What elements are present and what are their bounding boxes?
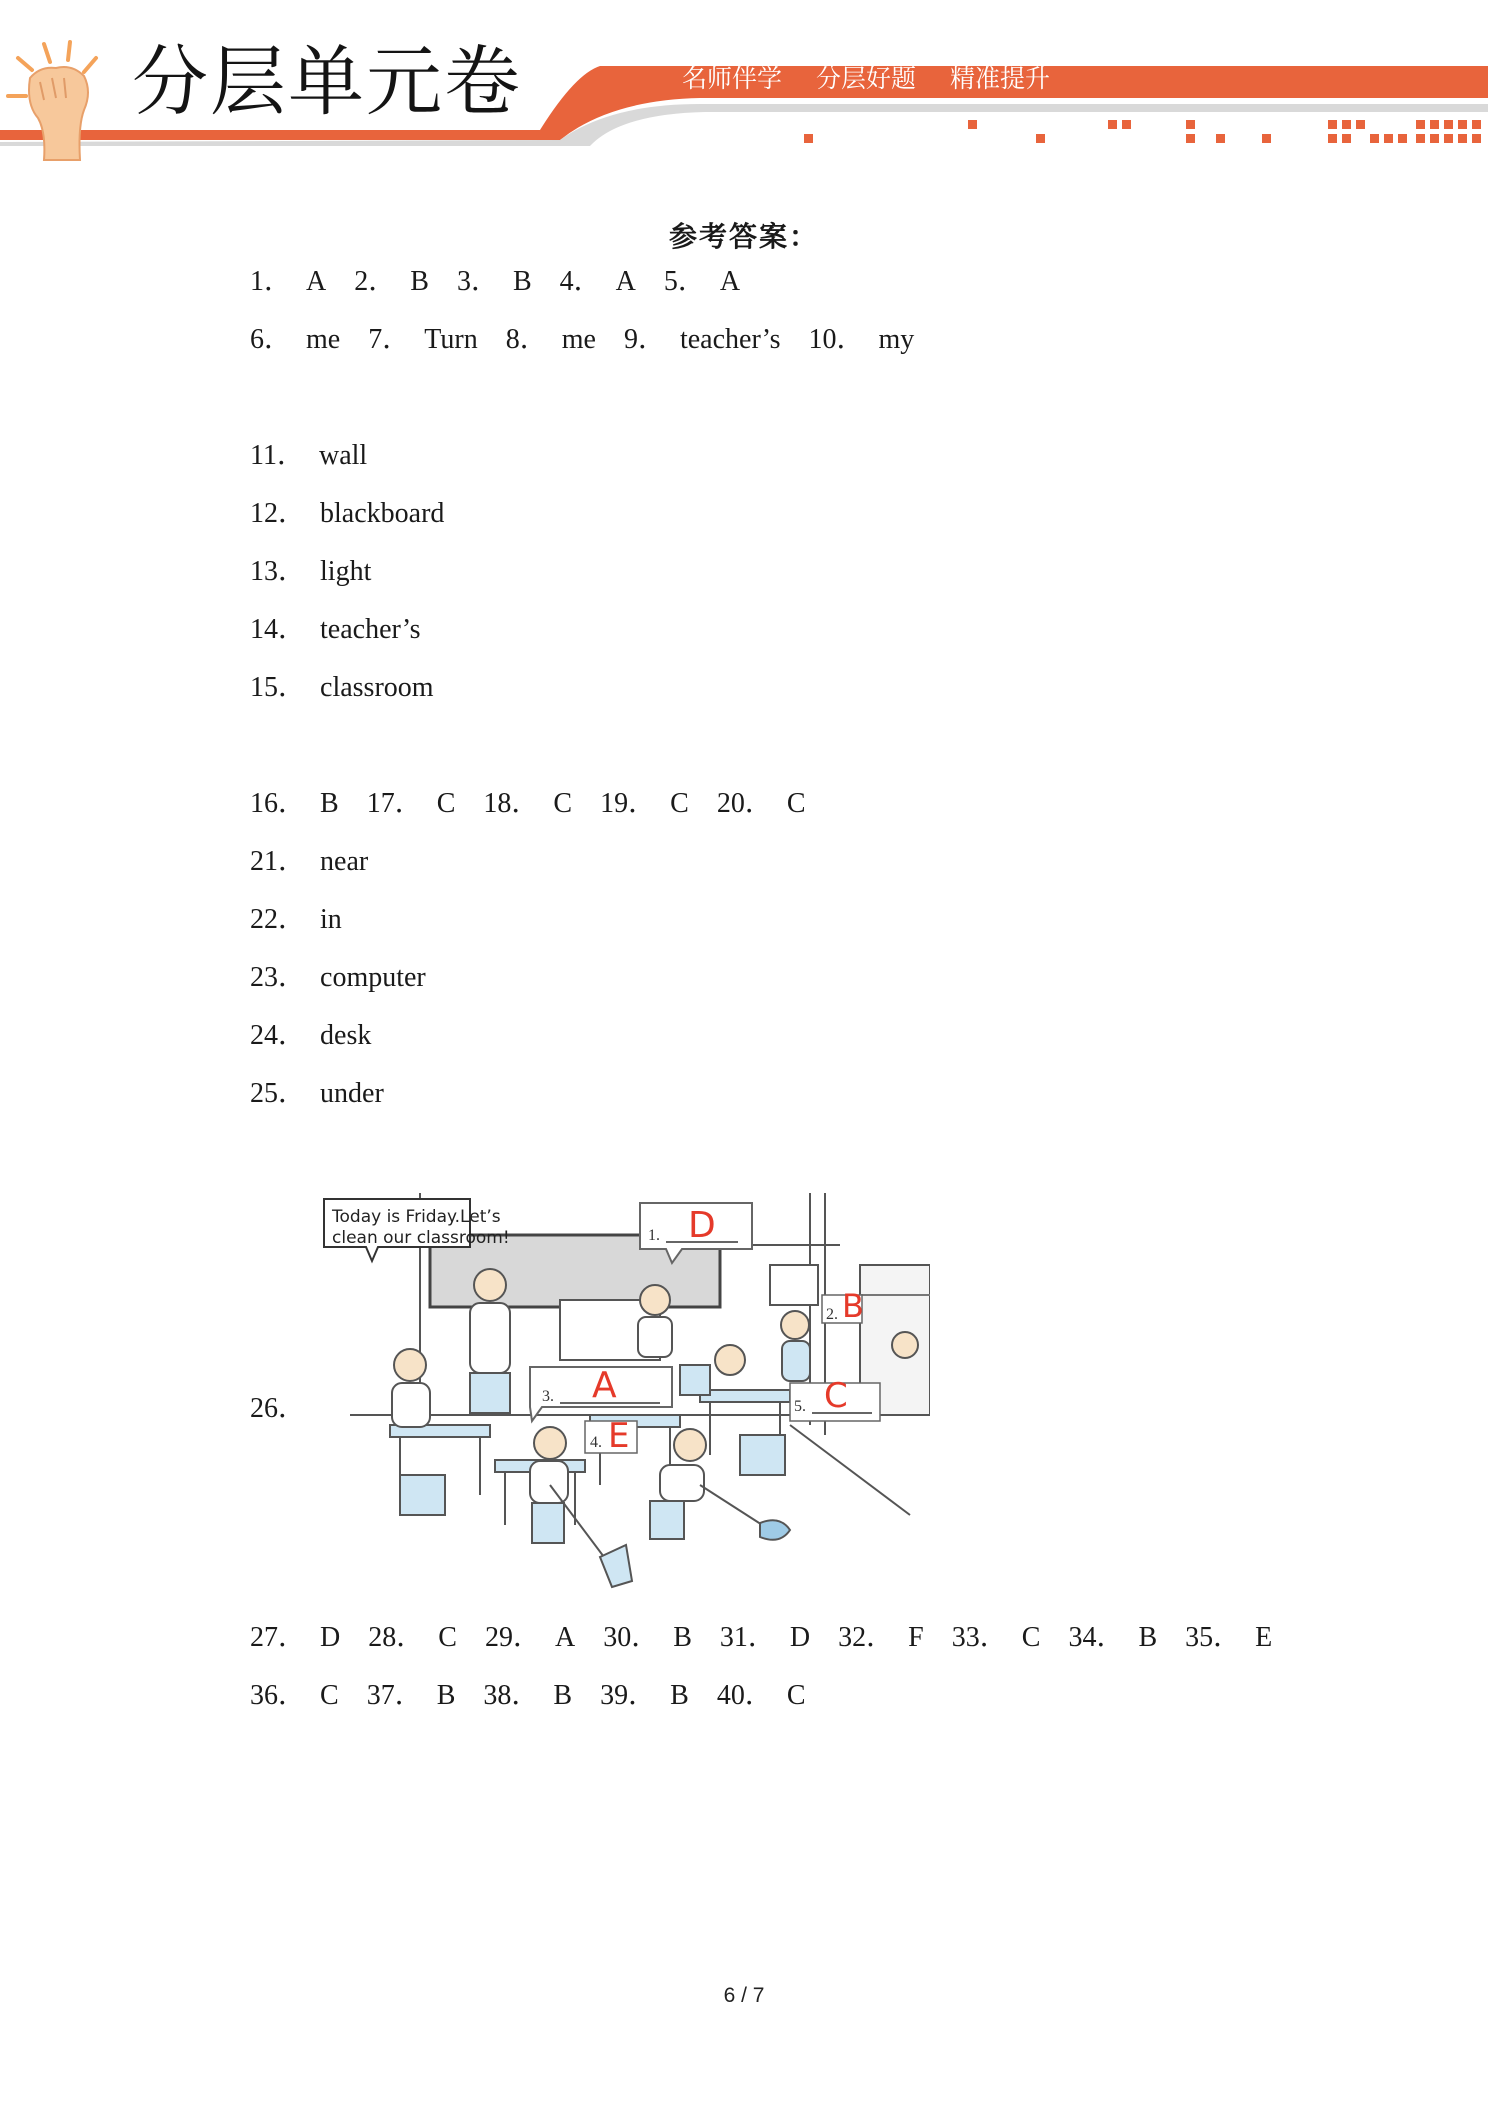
answer-item: [483, 790, 572, 818]
answer-item: [457, 268, 532, 296]
answer-value: blackboard: [320, 498, 445, 529]
answer-number: 36．: [250, 1680, 307, 1711]
answer-item: [250, 790, 339, 818]
answer-number: 31．: [719, 1622, 776, 1653]
answer-item: [485, 1624, 575, 1652]
answer-number: 13．: [250, 556, 307, 587]
answer-item: [600, 1682, 689, 1710]
answer-item: [624, 326, 781, 354]
slogan-3: 精准提升: [949, 64, 1050, 93]
answer-item: [717, 1682, 806, 1710]
answer-item: [560, 268, 636, 296]
answer-number: 7．: [368, 324, 411, 355]
answer-line: [250, 1022, 399, 1050]
answer-item: [250, 1022, 371, 1050]
answer-line: [250, 790, 834, 818]
answer-item: [250, 848, 368, 876]
answer-number: 25．: [250, 1078, 307, 1109]
answer-number: 2．: [354, 266, 397, 297]
answer-number: 27．: [250, 1622, 307, 1653]
slogan-1: 名师伴学: [682, 64, 783, 93]
answer-item: [250, 674, 434, 702]
answer-item: [838, 1624, 924, 1652]
answer-item: [506, 326, 596, 354]
answer-number: 32．: [838, 1622, 895, 1653]
answer-number: 28．: [368, 1622, 425, 1653]
answer-number: 23．: [250, 962, 307, 993]
answer-value: in: [320, 904, 342, 935]
blank-2-answer: B: [842, 1287, 864, 1325]
answer-item: [250, 1080, 384, 1108]
blank-4-number: 4.: [590, 1434, 602, 1451]
answer-value: C: [436, 788, 456, 819]
answer-item: [720, 1624, 810, 1652]
answer-number: 5．: [663, 266, 706, 297]
answer-number: 6．: [250, 324, 293, 355]
answer-value: C: [670, 788, 689, 819]
blank-3-answer: A: [592, 1365, 617, 1406]
answer-item: [367, 1682, 456, 1710]
answers-title: 参考答案：: [668, 220, 819, 253]
answer-value: near: [320, 846, 369, 877]
answer-item: [367, 790, 456, 818]
answer-number: 29．: [484, 1622, 541, 1653]
answer-value: D: [789, 1622, 811, 1653]
blank-3-number: 3.: [542, 1388, 554, 1405]
answer-item: [354, 268, 429, 296]
answer-value: Turn: [424, 324, 478, 355]
answer-line: [250, 442, 395, 470]
answer-value: under: [320, 1078, 384, 1109]
speech-line-1: Today is Friday.Let’s: [332, 1207, 501, 1227]
brand-title: 分层单元卷: [132, 37, 522, 126]
header-slogan: [682, 66, 1076, 91]
answer-item: [250, 558, 371, 586]
blank-2-number: 2.: [826, 1306, 838, 1323]
answer-item: [250, 964, 426, 992]
answer-line: [250, 1682, 834, 1710]
answer-value: C: [320, 1680, 339, 1711]
answer-value: B: [512, 266, 532, 297]
answer-value: B: [1138, 1622, 1158, 1653]
answer-number: 39．: [600, 1680, 657, 1711]
answer-value: C: [553, 788, 573, 819]
answer-line: [250, 326, 942, 354]
answer-value: C: [1021, 1622, 1041, 1653]
answer-item: [808, 326, 914, 354]
answer-number: 22．: [250, 904, 307, 935]
answer-value: A: [554, 1622, 576, 1653]
answer-line: [250, 268, 768, 296]
answer-value: classroom: [320, 672, 434, 703]
answer-number: 38．: [483, 1680, 540, 1711]
answer-number: 9．: [623, 324, 666, 355]
figure-question-number: 26．: [250, 1393, 307, 1424]
blank-4-answer: E: [608, 1416, 630, 1456]
answer-value: teacher’s: [679, 324, 781, 355]
answer-item: [1185, 1624, 1272, 1652]
blank-1-number: 1.: [648, 1227, 660, 1244]
classroom-illustration: [320, 1185, 930, 1605]
answer-value: B: [320, 788, 339, 819]
answer-item: [600, 790, 689, 818]
answer-value: me: [306, 324, 341, 355]
answer-number: 11．: [250, 440, 305, 471]
answer-number: 16．: [250, 788, 307, 819]
answer-value: C: [786, 1680, 806, 1711]
answer-value: computer: [320, 962, 426, 993]
answer-item: [664, 268, 740, 296]
answer-value: my: [878, 324, 915, 355]
answer-number: 12．: [250, 498, 307, 529]
blank-5-number: 5.: [794, 1398, 806, 1415]
answer-number: 18．: [483, 788, 540, 819]
answer-value: A: [719, 266, 741, 297]
answer-value: C: [786, 788, 806, 819]
answer-number: 14．: [250, 614, 307, 645]
answer-line: [250, 964, 454, 992]
answer-number: 3．: [456, 266, 499, 297]
answer-item: [250, 442, 367, 470]
answer-item: [368, 326, 477, 354]
answer-item: [368, 1624, 457, 1652]
answer-number: 1．: [250, 266, 293, 297]
answer-value: B: [410, 266, 429, 297]
answer-number: 4．: [559, 266, 602, 297]
answer-number: 17．: [366, 788, 423, 819]
answer-number: 30．: [603, 1622, 660, 1653]
answer-item: [1068, 1624, 1157, 1652]
answer-item: [250, 500, 444, 528]
answer-number: 34．: [1068, 1622, 1125, 1653]
answer-value: F: [908, 1622, 924, 1653]
page-header: [0, 0, 1488, 170]
answer-item: [717, 790, 806, 818]
answer-value: B: [670, 1680, 689, 1711]
page-number: 6 / 7: [723, 1984, 765, 2007]
answer-line: [250, 848, 396, 876]
answer-number: 33．: [951, 1622, 1008, 1653]
answer-line: [250, 1080, 412, 1108]
speech-line-2: clean our classroom!: [332, 1228, 510, 1248]
answer-number: 24．: [250, 1020, 307, 1051]
answer-line: [250, 558, 399, 586]
answer-number: 15．: [250, 672, 307, 703]
answer-value: B: [673, 1622, 692, 1653]
answer-value: wall: [318, 440, 368, 471]
answer-line: [250, 674, 462, 702]
answer-value: C: [438, 1622, 457, 1653]
answer-value: E: [1255, 1622, 1273, 1653]
answer-value: desk: [320, 1020, 372, 1051]
answer-item: [250, 1682, 339, 1710]
answer-value: B: [436, 1680, 456, 1711]
answer-value: teacher’s: [320, 614, 421, 645]
answer-item: [603, 1624, 692, 1652]
fist-icon: [0, 0, 110, 170]
blank-1-answer: D: [688, 1205, 716, 1246]
answer-line: [250, 616, 449, 644]
answer-number: 37．: [366, 1680, 423, 1711]
answer-value: me: [561, 324, 596, 355]
answer-item: [952, 1624, 1041, 1652]
answer-number: 35．: [1185, 1622, 1242, 1653]
answer-number: 21．: [250, 846, 307, 877]
answer-number: 10．: [808, 324, 865, 355]
answer-value: light: [320, 556, 372, 587]
answer-item: [250, 1624, 340, 1652]
blank-5-answer: C: [824, 1376, 848, 1416]
answer-item: [250, 906, 342, 934]
answer-number: 40．: [716, 1680, 773, 1711]
answer-value: A: [306, 266, 327, 297]
answer-number: 19．: [600, 788, 657, 819]
answer-value: B: [553, 1680, 573, 1711]
answer-line: [250, 500, 472, 528]
answer-line: [250, 1624, 1300, 1652]
answer-value: D: [320, 1622, 341, 1653]
answer-value: A: [615, 266, 636, 297]
answer-item: [250, 616, 421, 644]
slogan-2: 分层好题: [815, 64, 916, 93]
answer-item: [250, 268, 326, 296]
answer-number: 8．: [505, 324, 548, 355]
answer-item: [250, 326, 340, 354]
answer-item: [483, 1682, 572, 1710]
answer-line: [250, 906, 370, 934]
answer-number: 20．: [716, 788, 773, 819]
